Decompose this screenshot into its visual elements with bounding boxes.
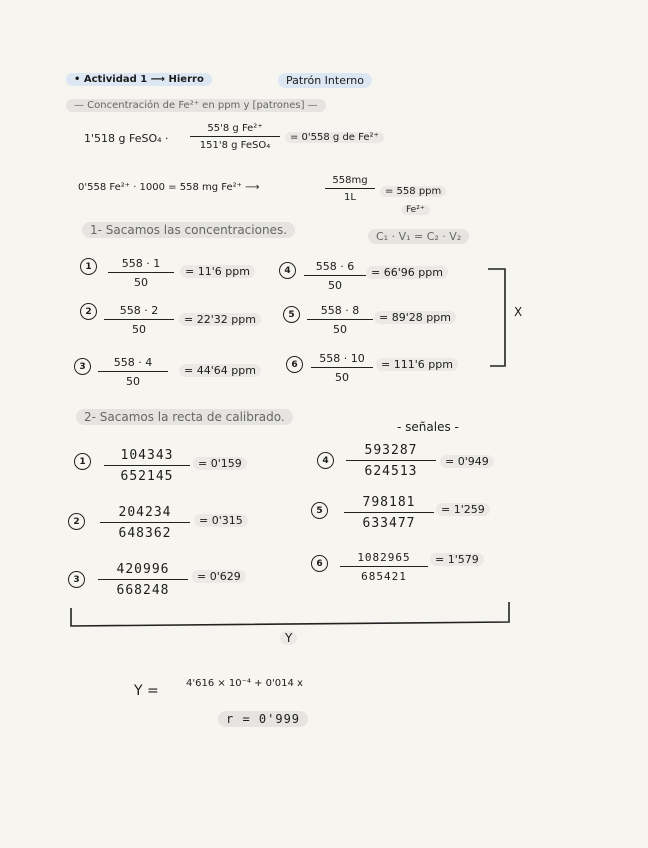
numerator: 104343 <box>120 448 174 463</box>
eq1-result: = 0'558 g de Fe²⁺ <box>285 132 384 143</box>
numerator: 204234 <box>118 505 172 520</box>
item-number-6: 6 <box>286 356 303 373</box>
numerator: 593287 <box>364 443 418 458</box>
s1-result-2: = 22'32 ppm <box>179 313 261 326</box>
eq2-result-sub: Fe²⁺ <box>401 205 430 215</box>
s1-fraction-2 <box>104 304 174 336</box>
x-label: X <box>514 305 523 319</box>
denominator: 648362 <box>118 526 172 542</box>
item-number-3: 3 <box>68 571 85 588</box>
y-bracket <box>68 598 514 630</box>
item-number-2: 2 <box>80 303 97 320</box>
s2-fraction-3 <box>98 562 188 598</box>
s2-fraction-2 <box>100 505 190 541</box>
s2-fraction-4 <box>346 443 436 479</box>
s1-fraction-3 <box>98 356 168 388</box>
eq2-denominator: 1L <box>344 192 356 204</box>
item-number-4: 4 <box>279 262 296 279</box>
s2-result-3: = 0'629 <box>192 570 246 583</box>
s1-fraction-4 <box>304 260 366 292</box>
numerator: 420996 <box>116 562 170 577</box>
denominator: 652145 <box>120 469 174 485</box>
s1-result-4: = 66'96 ppm <box>366 266 448 279</box>
denominator: 50 <box>134 276 148 290</box>
denominator: 668248 <box>116 583 170 599</box>
item-number-5: 5 <box>311 502 328 519</box>
eq2-left: 0'558 Fe²⁺ · 1000 = 558 mg Fe²⁺ ⟶ <box>78 182 260 193</box>
regression-y-equals: Y = <box>134 683 159 699</box>
regression-equation: 4'616 × 10⁻⁴ + 0'014 x <box>186 678 303 689</box>
eq2-numerator: 558mg <box>332 175 368 186</box>
s2-result-1: = 0'159 <box>193 457 247 470</box>
item-number-1: 1 <box>80 258 97 275</box>
numerator: 558 · 1 <box>121 257 161 270</box>
eq1-denominator: 151'8 g FeSO₄ <box>199 140 271 152</box>
item-number-3: 3 <box>74 358 91 375</box>
numerator: 1082965 <box>357 551 411 564</box>
eq1-numerator: 55'8 g Fe²⁺ <box>207 123 263 134</box>
s2-fraction-5 <box>344 495 434 531</box>
signals-label: - señales - <box>397 420 459 434</box>
denominator: 50 <box>126 375 140 389</box>
x-bracket <box>486 266 516 370</box>
activity-heading: • Actividad 1 ⟶ Hierro <box>66 74 212 85</box>
item-number-5: 5 <box>283 306 300 323</box>
concentration-heading: — Concentración de Fe²⁺ en ppm y [patrones] — <box>66 100 326 111</box>
s2-fraction-6 <box>340 551 428 583</box>
s1-fraction-5 <box>307 304 373 336</box>
s2-fraction-1 <box>104 448 190 484</box>
denominator: 685421 <box>361 570 407 584</box>
numerator: 558 · 6 <box>315 260 355 273</box>
s2-result-2: = 0'315 <box>194 514 248 527</box>
dilution-formula: C₁ · V₁ = C₂ · V₂ <box>368 230 469 243</box>
numerator: 558 · 2 <box>119 304 159 317</box>
item-number-6: 6 <box>311 555 328 572</box>
y-label: Y <box>280 631 297 645</box>
denominator: 50 <box>132 323 146 337</box>
numerator: 798181 <box>362 495 416 510</box>
eq1-fraction <box>190 123 280 151</box>
section1-title: 1- Sacamos las concentraciones. <box>82 223 295 237</box>
denominator: 624513 <box>364 464 418 480</box>
denominator: 50 <box>333 323 347 337</box>
eq1-left: 1'518 g FeSO₄ · <box>84 132 169 145</box>
section2-title: 2- Sacamos la recta de calibrado. <box>76 410 293 424</box>
numerator: 558 · 10 <box>319 352 365 365</box>
s2-result-5: = 1'259 <box>436 503 490 516</box>
s2-result-6: = 1'579 <box>430 553 484 566</box>
s2-result-4: = 0'949 <box>440 455 494 468</box>
s1-result-5: = 89'28 ppm <box>374 311 456 324</box>
s1-result-3: = 44'64 ppm <box>179 364 261 377</box>
item-number-1: 1 <box>74 453 91 470</box>
item-number-2: 2 <box>68 513 85 530</box>
s1-result-1: = 11'6 ppm <box>180 265 255 278</box>
correlation-coefficient: r = 0'999 <box>218 712 308 726</box>
pattern-label: Patrón Interno <box>278 74 372 87</box>
denominator: 50 <box>335 371 349 385</box>
denominator: 633477 <box>362 516 416 532</box>
denominator: 50 <box>328 279 342 293</box>
numerator: 558 · 8 <box>320 304 360 317</box>
s1-fraction-1 <box>108 257 174 289</box>
numerator: 558 · 4 <box>113 356 153 369</box>
eq2-fraction <box>325 175 375 203</box>
eq2-result: = 558 ppm <box>380 186 446 197</box>
s1-result-6: = 111'6 ppm <box>376 358 458 371</box>
item-number-4: 4 <box>317 452 334 469</box>
s1-fraction-6 <box>311 352 373 384</box>
